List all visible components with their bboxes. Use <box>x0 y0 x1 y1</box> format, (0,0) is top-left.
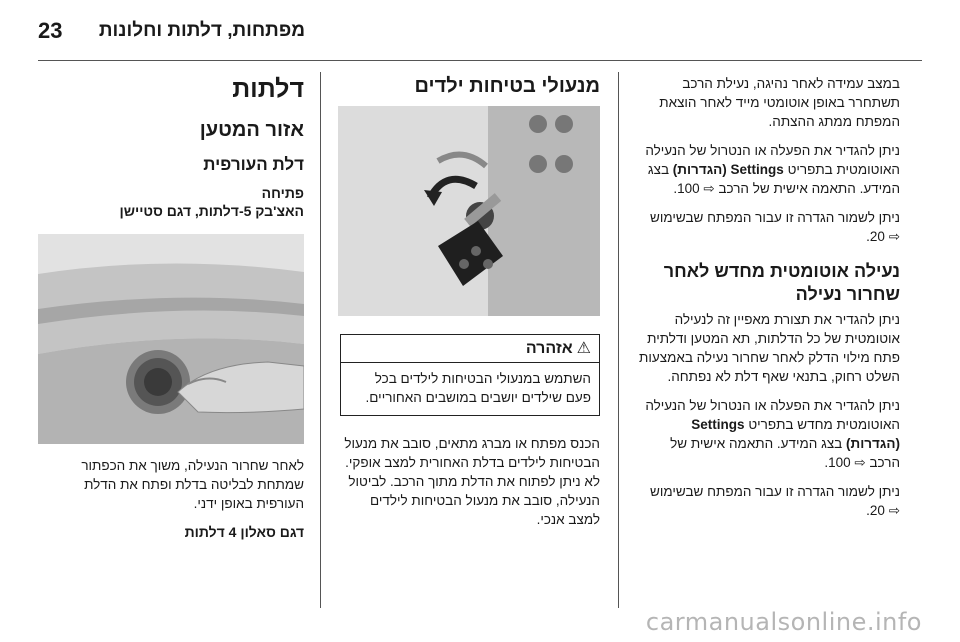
sedan-heading: דגם סאלון 4 דלתות <box>184 524 304 540</box>
tailgate-handle-photo <box>38 234 304 444</box>
column-divider-right <box>320 72 321 608</box>
child-locks-heading: מנעולי בטיחות ילדים <box>414 75 600 97</box>
opening-subheading: האצ'בק 5-דלתות, דגם סטיישן <box>119 203 304 219</box>
relock-heading: נעילה אוטומטית מחדש לאחר שחרור נעילה <box>663 261 900 304</box>
autolock-paragraph-2 <box>636 141 900 198</box>
settings-label-2: Settings (הגדרות) <box>691 417 900 451</box>
relock-paragraph-2 <box>636 396 900 472</box>
tailgate-illustration <box>38 234 304 444</box>
opening-heading: פתיחה <box>261 185 304 201</box>
autolock-paragraph-3: ניתן לשמור הגדרה זו עבור המפתח שבשימוש ⇨ 20. <box>650 210 900 244</box>
warning-title: אזהרה <box>525 340 573 357</box>
header-rule <box>38 60 922 61</box>
doors-heading: דלתות <box>232 75 304 103</box>
auto-relock-column <box>636 74 900 530</box>
tailgate-heading: דלת העורפית <box>203 155 304 174</box>
warning-triangle-icon: ⚠ <box>576 340 591 357</box>
warning-box <box>340 334 600 416</box>
relock-paragraph-2-before: ניתן להגדיר את הפעלה או הנטרול של הנעילה האוטומטית מחדש בתפריט <box>645 398 900 432</box>
child-locks-column <box>338 74 600 539</box>
autolock-paragraph-2-before: ניתן להגדיר את הפעלה או הנטרול של הנעילה האוטומטית בתפריט <box>645 143 900 177</box>
page-title: מפתחות, דלתות וחלונות <box>98 20 305 41</box>
relock-paragraph-3: ניתן לשמור הגדרה זו עבור המפתח שבשימוש ⇨ 20. <box>650 484 900 518</box>
relock-paragraph-2-after: בצג המידע. התאמה אישית של הרכב ⇨ 100. <box>670 436 900 470</box>
column-divider-left <box>618 72 619 608</box>
autolock-paragraph-1: במצב עמידה לאחר נהיגה, נעילת הרכב תשתחרר באופן אוטומטי מייד לאחר הוצאת המפתח ממתג ההצתה. <box>659 76 900 129</box>
settings-label: Settings (הגדרות) <box>672 162 784 177</box>
warning-header <box>341 335 599 363</box>
page-number: 23 <box>38 18 63 43</box>
cargo-area-heading: אזור המטען <box>199 119 304 141</box>
child-lock-illustration <box>338 106 600 316</box>
doors-column <box>38 74 304 541</box>
warning-text: השתמש במנעולי הבטיחות לילדים בכל פעם שילדים יושבים במושבים האחוריים. <box>365 371 591 405</box>
watermark: carmanualsonline.info <box>645 608 922 636</box>
tailgate-paragraph: לאחר שחרור הנעילה, משוך את הכפתור שמתחת לבליטה בדלת ופתח את הדלת העורפית באופן ידני. <box>81 458 304 511</box>
child-lock-paragraph: הכנס מפתח או מברג מתאים, סובב את מנעול הבטיחות לילדים בדלת האחורית למצב אופקי. לא ניתן לפתוח את הדלת מתוך הרכב. לביטול הנעילה, סובב את מנעול הבטיחות לילדים למצב אנכי. <box>344 436 600 527</box>
relock-paragraph-1: ניתן להגדיר את תצורת מאפיין זה לנעילה אוטומטית של כל הדלתות, תא המטען ודלתית פתח מילוי הדלק לאחר שחרור נעילה באמצעות השלט רחוק, בתנאי שאף דלת לא נפתחה. <box>639 312 900 384</box>
child-lock-key-photo <box>338 106 600 316</box>
autolock-paragraph-2-after: בצג המידע. התאמה אישית של הרכב ⇨ 100. <box>647 162 900 196</box>
